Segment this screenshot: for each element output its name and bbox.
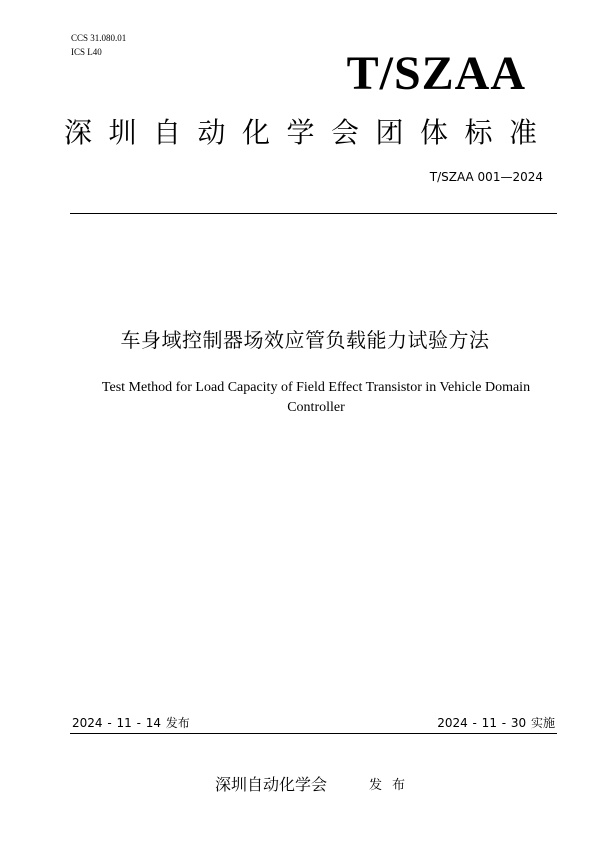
- english-title-line-2: Controller: [287, 400, 345, 415]
- standard-number: T/SZAA 001—2024: [429, 170, 543, 184]
- publisher-name: 深圳自动化学会: [215, 775, 328, 794]
- organization-standard-title: 深圳自动化学会团体标准: [64, 116, 554, 149]
- publish-label: 发布: [369, 778, 416, 793]
- document-title-english: [92, 378, 540, 418]
- ccs-code: CCS 31.080.01: [71, 33, 127, 43]
- standard-brand: T/SZAA: [346, 47, 526, 100]
- ics-code: ICS L40: [71, 47, 102, 57]
- english-title-line-1: Test Method for Load Capacity of Field Effect Transistor in Vehicle Domain: [101, 380, 531, 395]
- document-title-chinese: 车身域控制器场效应管负载能力试验方法: [120, 328, 490, 352]
- bottom-divider: [70, 733, 557, 734]
- issue-date: 2024 - 11 - 14 发布: [72, 716, 190, 730]
- implementation-date: 2024 - 11 - 30 实施: [437, 716, 555, 730]
- top-divider: [70, 213, 557, 214]
